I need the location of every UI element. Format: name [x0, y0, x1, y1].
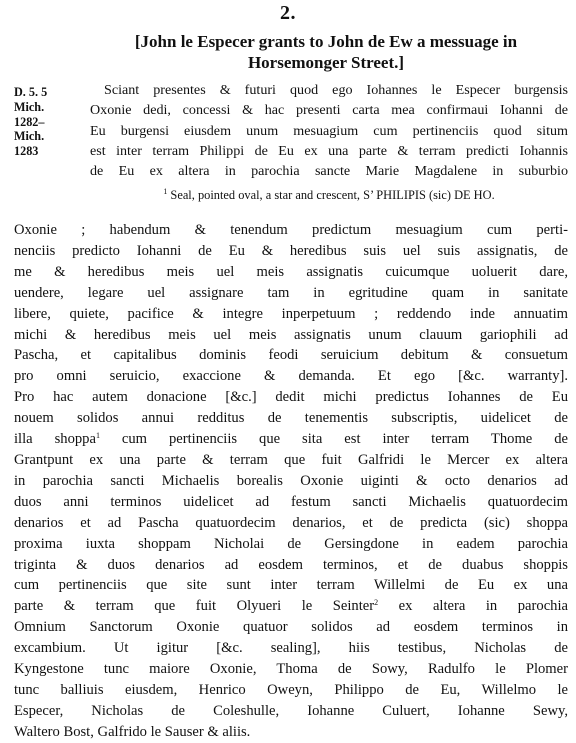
text-line: cum pertinenciis que site sunt inter terram Willelmi de Eu ex una	[14, 577, 568, 594]
text-line: uendere, legare uel assignare tam in egritudine quam in sanitate	[14, 284, 568, 301]
footnote-reference: 1	[95, 431, 100, 441]
text-line: parte & terram que fuit Olyueri le Seinter$^2$ ex altera in parochia	[14, 598, 568, 615]
text-line: Kyngestone tunc maiore Oxonie, Thoma de Sowy, Radulfo le Plomer	[14, 661, 568, 678]
text-line: duos anni terminos uidelicet ad festum sancti Michaelis quatuordecim	[14, 493, 568, 510]
title-line-2: Horsemonger Street.]	[247, 53, 405, 72]
text-line: proxima iuxta shoppam Nicholai de Gersingdone in eadem parochia	[14, 535, 568, 552]
text-line: Omnium Sanctorum Oxonie quatuor solidos ad eosdem terminos in	[14, 619, 568, 636]
text-line: de Eu ex altera in parochia sancte Marie Magdalene in suburbio	[90, 163, 568, 180]
text-line: me & heredibus meis uel meis assignatis cuicumque uoluerit dare,	[14, 263, 568, 280]
body-text	[14, 220, 568, 743]
text-line: est inter terram Philippi de Eu ex una parte & terram predicti Iohannis	[90, 142, 568, 159]
text-line: illa shoppa$^1$ cum pertinenciis que sita est inter terram Thome de	[14, 431, 568, 448]
text-line: nouem solidos annui redditus de tenementis subscriptis, uidelicet de	[14, 410, 568, 427]
text-line: michi & heredibus meis uel meis assignatis unum clauum gariophili ad	[14, 326, 568, 343]
text-line: Especer, Nicholas de Coleshulle, Iohanne Culuert, Iohanne Sewy,	[14, 702, 568, 719]
text-line: excambium. Ut igitur [&c. sealing], hiis testibus, Nicholas de	[14, 640, 568, 657]
title-line-1: [John le Especer grants to John de Ew a messuage in	[134, 32, 518, 51]
text-line: Oxonie dedi, concessi & hac presenti carta mea confirmaui Iohanni de	[90, 102, 568, 119]
text-line: Sciant presentes & futuri quod ego Iohannes le Especer burgensis	[104, 82, 568, 98]
margin-note-line: 1282–	[14, 114, 45, 129]
margin-note	[14, 85, 88, 159]
footnote	[90, 188, 568, 203]
text-line: nenciis predicto Iohanni de Eu & heredibus suis uel suis assignatis, de	[14, 242, 568, 259]
margin-note-line: D. 5. 5	[14, 85, 48, 99]
text-line: triginta & duos denarios ad eosdem terminos, et de duabus shoppis	[14, 556, 568, 573]
page-number: 2.	[280, 2, 296, 24]
footnote-marker: 1	[163, 187, 168, 196]
text-line: denarios et ad Pascha quatuordecim denarios, et de predicta (sic) shoppa	[14, 514, 568, 531]
footnote-text: Seal, pointed oval, a star and crescent, S’ PHILIPIS (sic) DE HO.	[170, 188, 495, 202]
charter-title	[82, 31, 570, 73]
text-line: Grantpunt ex una parte & terram que fuit Galfridi le Mercer ex altera	[14, 451, 568, 468]
margin-note-line: 1283	[14, 144, 39, 159]
footnote-reference: 2	[374, 598, 379, 608]
text-line: libere, quiete, pacifice & integre inperpetuum ; reddendo inde annuatim	[14, 305, 568, 322]
text-line: Waltero Bost, Galfrido le Sauser & aliis.	[14, 723, 251, 740]
margin-note-line: Mich.	[14, 129, 45, 144]
text-line: in parochia sancti Michaelis borealis Oxonie uiginti & octo denarios ad	[14, 472, 568, 489]
margin-note-line: Mich.	[14, 99, 45, 114]
text-line: Pro hac autem donacione [&c.] dedit michi predictus Iohannes de Eu	[14, 389, 568, 406]
text-line: pro omni seruicio, exaccione & demanda. Et ego [&c. warranty].	[14, 368, 568, 385]
text-line: tunc balliuis eiusdem, Henrico Oweyn, Philippo de Eu, Willelmo le	[14, 681, 568, 698]
text-line: Pascha, et capitalibus dominis feodi seruicium debitum & consuetum	[14, 347, 568, 364]
first-paragraph	[90, 80, 568, 181]
text-line: Eu burgensi eiusdem unum mesuagium cum pertinenciis quod situm	[90, 122, 568, 139]
text-line: Oxonie ; habendum & tenendum predictum mesuagium cum perti-	[14, 222, 568, 238]
